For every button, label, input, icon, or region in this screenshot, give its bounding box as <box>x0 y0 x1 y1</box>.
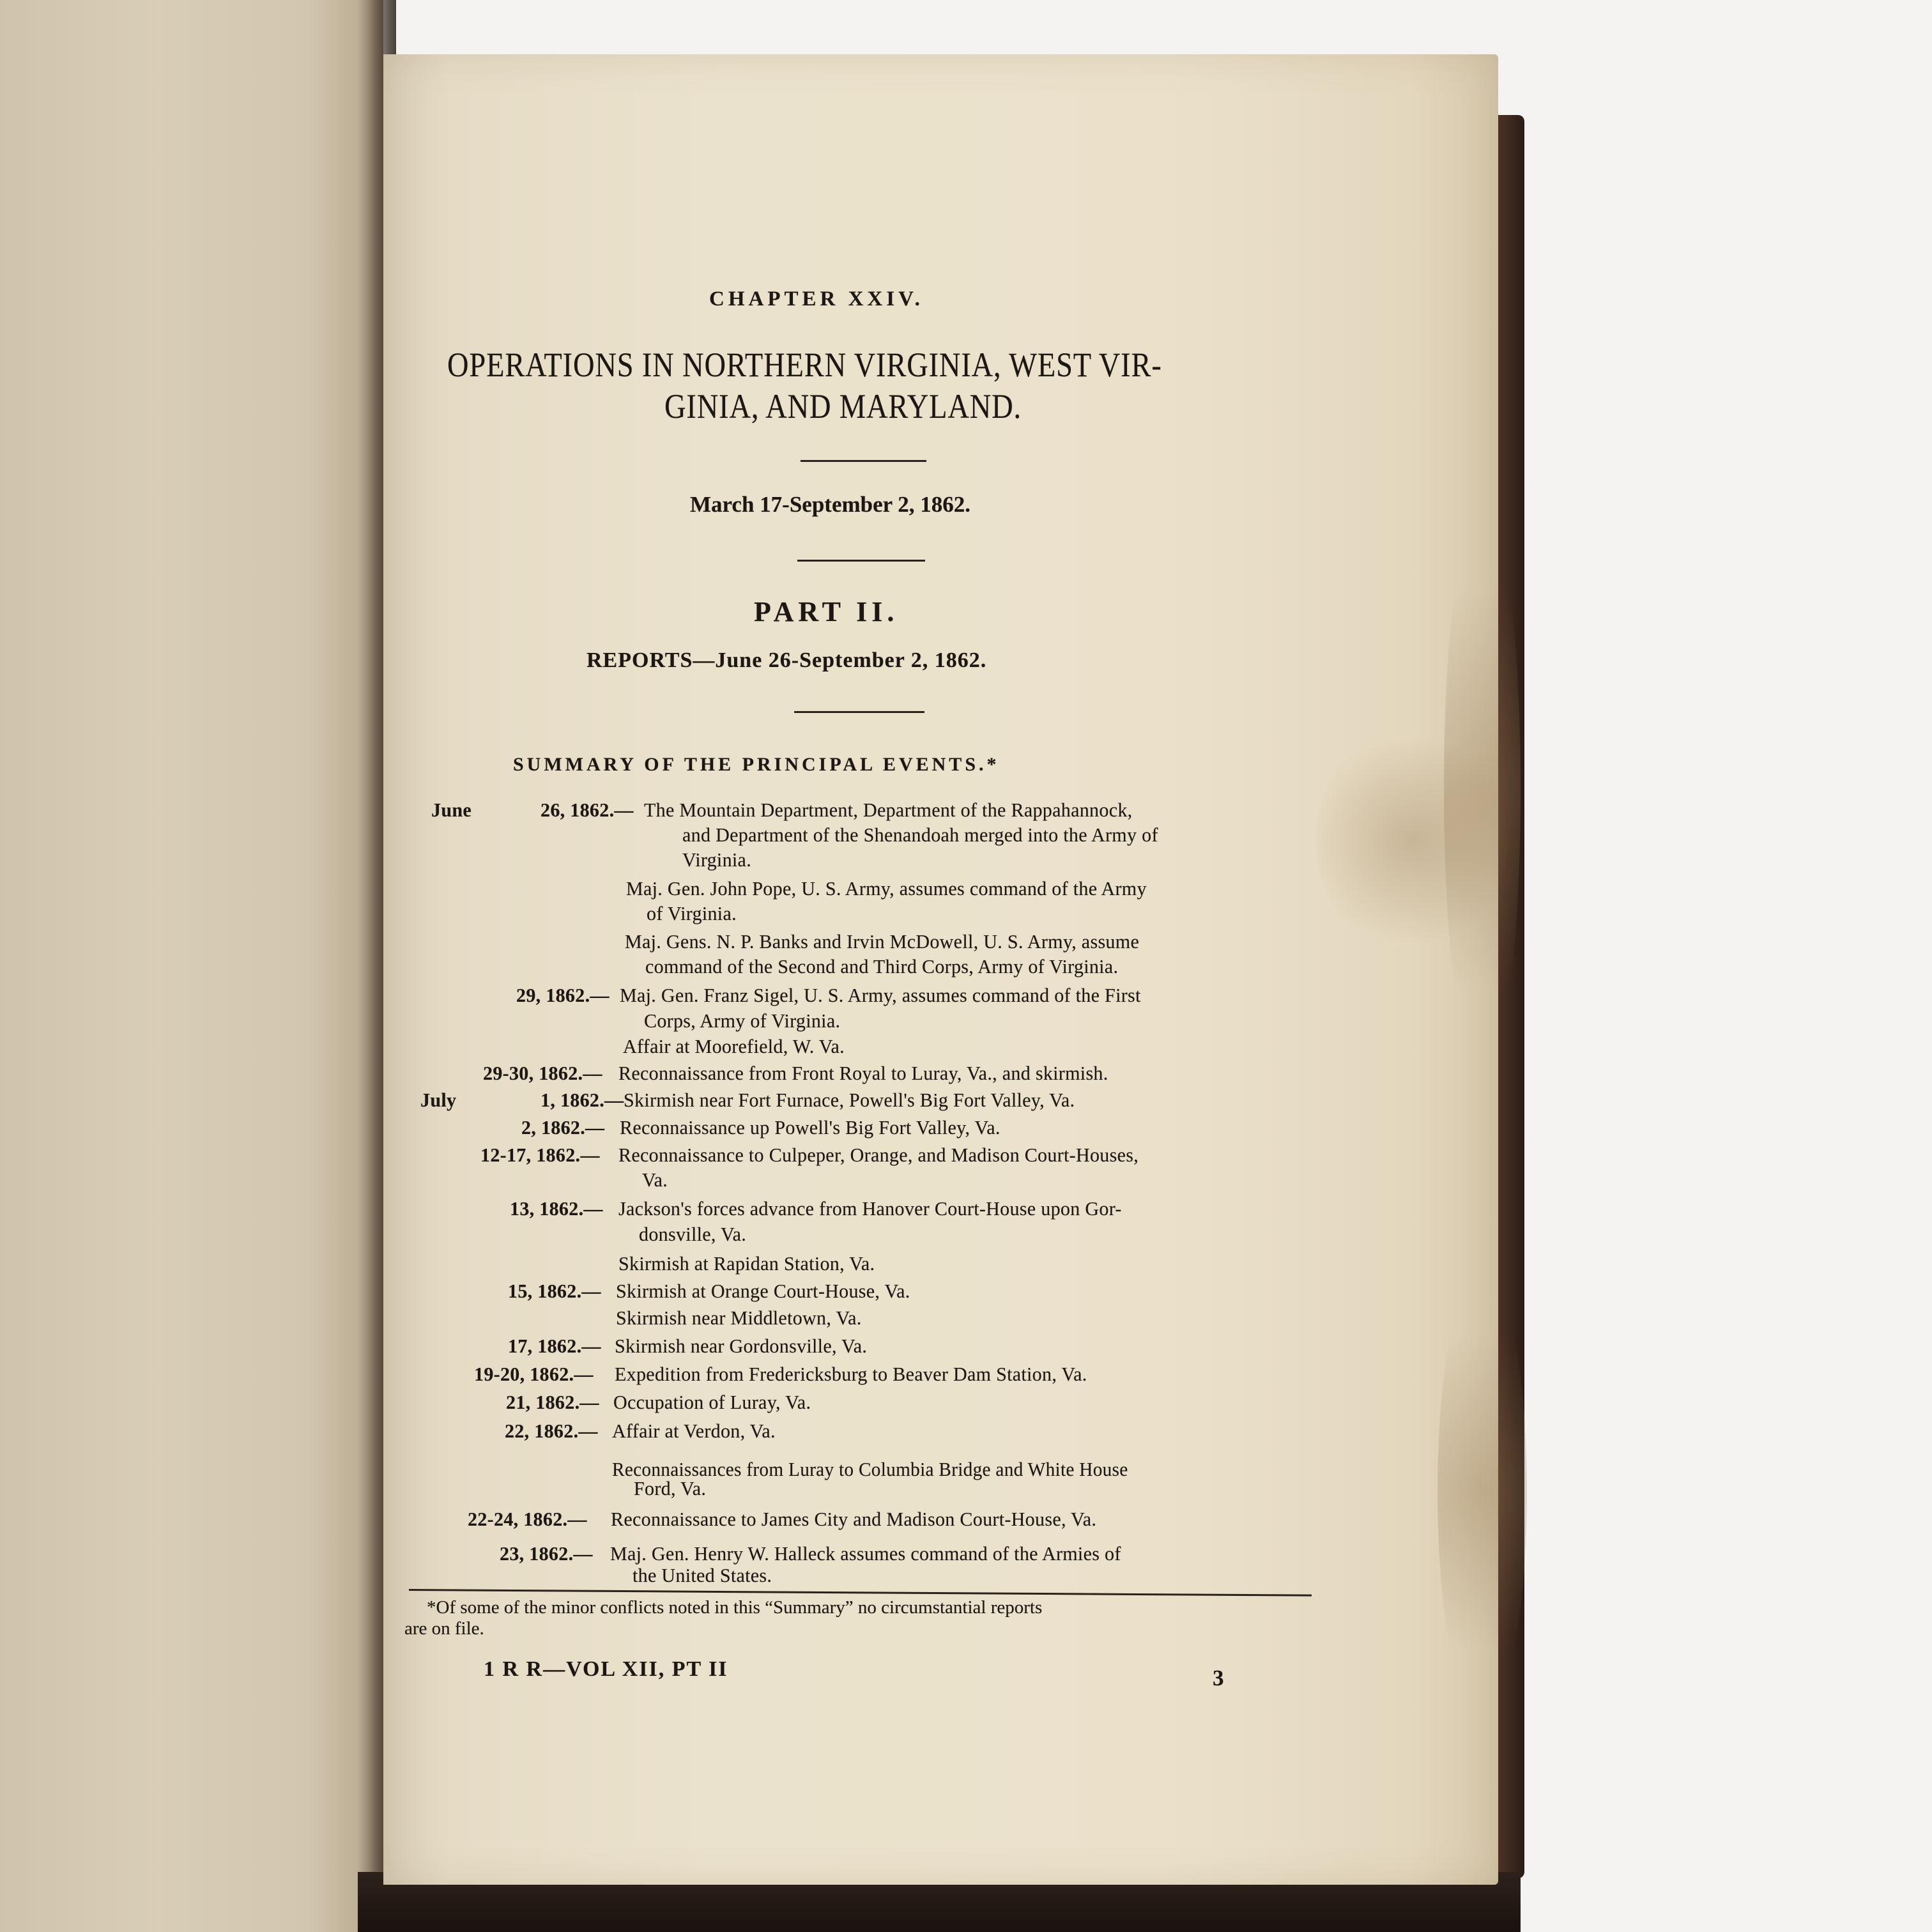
reports-heading: REPORTS—June 26-September 2, 1862. <box>586 648 987 672</box>
event-text: Maj. Gen. Franz Sigel, U. S. Army, assumes command of the First <box>620 984 1141 1006</box>
event-date: 2, 1862.— <box>521 1116 605 1138</box>
date-range: March 17-September 2, 1862. <box>690 492 971 517</box>
event-text: Skirmish near Fort Furnace, Powell's Big Fort Valley, Va. <box>624 1089 1075 1111</box>
page-stain <box>1444 502 1521 1077</box>
event-text: Ford, Va. <box>634 1477 707 1499</box>
summary-heading: SUMMARY OF THE PRINCIPAL EVENTS.* <box>513 754 1000 775</box>
event-text: Skirmish near Middletown, Va. <box>616 1307 862 1329</box>
event-text: Maj. Gen. John Pope, U. S. Army, assumes command of the Army <box>626 877 1147 900</box>
event-text: Reconnaissance from Front Royal to Luray, Va., and skirmish. <box>618 1062 1108 1084</box>
event-text: donsville, Va. <box>639 1223 747 1245</box>
event-date: 15, 1862.— <box>508 1280 601 1302</box>
event-text: Expedition from Fredericksburg to Beaver Dam Station, Va. <box>615 1363 1087 1385</box>
event-date: 17, 1862.— <box>508 1335 601 1357</box>
event-text: Maj. Gen. Henry W. Halleck assumes command of the Armies of <box>610 1542 1121 1565</box>
page-number: 3 <box>1213 1666 1224 1690</box>
page-stain <box>1438 1268 1527 1715</box>
event-date: 29, 1862.— <box>516 984 610 1006</box>
event-text: Virginia. <box>682 848 752 871</box>
event-text: Reconnaissances from Luray to Columbia Bridge and White House <box>612 1458 1128 1480</box>
event-date: 29-30, 1862.— <box>483 1062 602 1084</box>
event-date: 22, 1862.— <box>505 1420 598 1442</box>
event-date: 12-17, 1862.— <box>480 1144 600 1166</box>
event-text: Affair at Verdon, Va. <box>612 1420 776 1442</box>
event-text: Reconnaissance to Culpeper, Orange, and Madison Court-Houses, <box>618 1144 1139 1166</box>
event-date: 22-24, 1862.— <box>468 1508 587 1530</box>
event-date: 19-20, 1862.— <box>474 1363 594 1385</box>
divider-rule <box>794 711 924 713</box>
divider-rule <box>801 460 926 462</box>
event-text: Jackson's forces advance from Hanover Court-House upon Gor- <box>618 1197 1122 1220</box>
left-facing-page <box>0 0 383 1932</box>
event-date: 1, 1862.— <box>540 1089 624 1111</box>
event-date: 26, 1862.— <box>540 799 634 821</box>
event-text: Reconnaissance to James City and Madison Court-House, Va. <box>611 1508 1097 1530</box>
event-date: 13, 1862.— <box>510 1197 603 1220</box>
event-text: Skirmish at Orange Court-House, Va. <box>616 1280 910 1302</box>
event-text: command of the Second and Third Corps, Army of Virginia. <box>645 955 1119 977</box>
event-text: Occupation of Luray, Va. <box>613 1391 811 1413</box>
event-date: 23, 1862.— <box>500 1542 593 1565</box>
chapter-heading: CHAPTER XXIV. <box>709 288 924 310</box>
part-heading: PART II. <box>754 596 899 627</box>
footnote-line-2: are on file. <box>404 1618 484 1639</box>
divider-rule <box>797 560 925 562</box>
footnote-line-1: *Of some of the minor conflicts noted in this “Summary” no circumstantial reports <box>427 1597 1043 1618</box>
event-date: 21, 1862.— <box>506 1391 599 1413</box>
event-month: July <box>420 1089 457 1111</box>
event-text: and Department of the Shenandoah merged into the Army of <box>682 824 1158 846</box>
event-text: Maj. Gens. N. P. Banks and Irvin McDowell, U. S. Army, assume <box>625 930 1140 953</box>
chapter-title-line-1: OPERATIONS IN NORTHERN VIRGINIA, WEST VIR- <box>447 346 1162 384</box>
event-text: Affair at Moorefield, W. Va. <box>623 1035 845 1057</box>
event-text: Va. <box>642 1169 668 1191</box>
event-text: Skirmish near Gordonsville, Va. <box>615 1335 868 1357</box>
event-text: Corps, Army of Virginia. <box>644 1009 841 1032</box>
event-text: Reconnaissance up Powell's Big Fort Valley, Va. <box>620 1116 1000 1138</box>
event-text: the United States. <box>632 1564 772 1586</box>
event-text: Skirmish at Rapidan Station, Va. <box>618 1252 875 1275</box>
signature-mark: 1 R R—VOL XII, PT II <box>484 1657 728 1681</box>
event-text: The Mountain Department, Department of the Rappahannock, <box>644 799 1133 821</box>
event-text: of Virginia. <box>647 902 737 924</box>
chapter-title-line-2: GINIA, AND MARYLAND. <box>664 387 1022 425</box>
event-month: June <box>431 799 472 821</box>
